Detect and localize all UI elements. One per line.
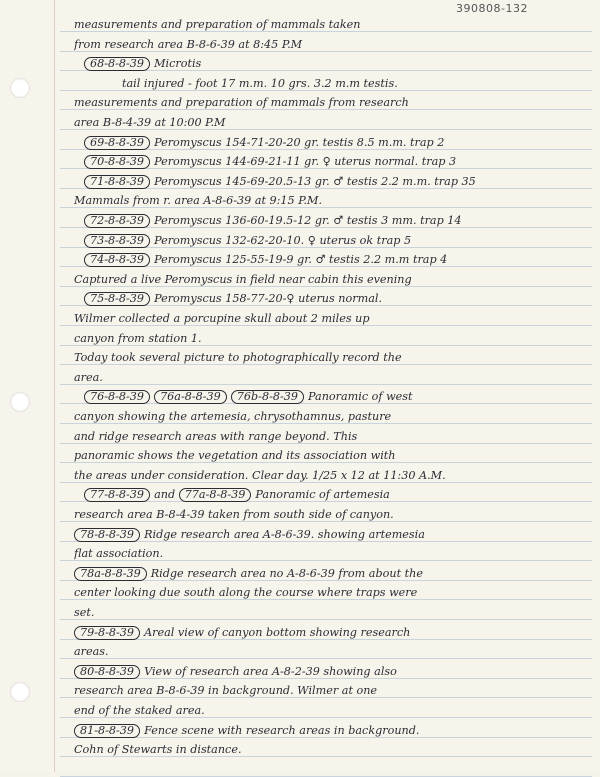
line-text: Peromyscus 136-60-19.5-12 gr. ♂ testis 3 mm. trap 14: [154, 214, 462, 227]
specimen-number-tag: 80-8-8-39: [74, 665, 140, 679]
line-text: measurements and preparation of mammals taken: [74, 18, 361, 31]
notebook-line: [84, 175, 594, 189]
notebook-line: [84, 488, 594, 502]
notebook-line: [74, 449, 594, 463]
line-text: canyon showing the artemesia, chrysothamnus, pasture: [74, 410, 392, 423]
notebook-line: [84, 234, 594, 248]
line-text: Peromyscus 154-71-20-20 gr. testis 8.5 m.m. trap 2: [154, 135, 445, 149]
specimen-number-tag: 69-8-8-39: [84, 136, 150, 150]
notebook-line: [74, 38, 594, 52]
connector-word: and: [154, 488, 179, 502]
notebook-line: [74, 18, 594, 32]
line-text: Captured a live Peromyscus in field near cabin this evening: [74, 272, 412, 286]
specimen-number-tag: 81-8-8-39: [74, 724, 140, 738]
notebook-line: [84, 214, 594, 228]
specimen-number-tag: 68-8-8-39: [84, 57, 150, 71]
binder-hole-top: [10, 78, 30, 98]
notebook-line: [74, 469, 594, 483]
line-text: areas.: [74, 645, 109, 659]
line-text: panoramic shows the vegetation and its association with: [74, 449, 396, 463]
notebook-line: [84, 155, 594, 169]
notebook-line: [74, 724, 594, 738]
line-text: Peromyscus 144-69-21-11 gr. ♀ uterus normal. trap 3: [154, 155, 457, 169]
notebook-line: [74, 743, 594, 757]
line-text: Cohn of Stewarts in distance.: [74, 743, 242, 757]
specimen-number-tag: 76-8-8-39: [84, 390, 150, 404]
notebook-line: [74, 273, 594, 287]
specimen-number-tag: 70-8-8-39: [84, 155, 150, 169]
notebook-line: [74, 528, 594, 542]
specimen-number-tag: 77-8-8-39: [84, 488, 150, 502]
line-text: Fence scene with research areas in background.: [144, 723, 420, 737]
specimen-number-tag: 78a-8-8-39: [74, 567, 147, 581]
line-text: set.: [74, 606, 95, 619]
notebook-line: [74, 508, 594, 522]
line-text: end of the staked area.: [74, 704, 205, 717]
specimen-number-tag: 75-8-8-39: [84, 292, 150, 306]
notebook-line: [74, 96, 594, 110]
line-text: Peromyscus 158-77-20-♀ uterus normal.: [154, 292, 383, 306]
line-text: Ridge research area A-8-6-39. showing artemesia: [144, 527, 425, 541]
specimen-number-tag: 71-8-8-39: [84, 175, 150, 189]
notebook-line: [74, 586, 594, 600]
reference-number: 390808-132: [456, 2, 528, 15]
line-text: and ridge research areas with range beyond. This: [74, 429, 358, 443]
line-text: Peromyscus 145-69-20.5-13 gr. ♂ testis 2.2 m.m. trap 35: [154, 174, 476, 188]
line-text: research area B-8-4-39 taken from south side of canyon.: [74, 508, 394, 521]
specimen-number-tag: 76b-8-8-39: [231, 390, 304, 404]
line-text: View of research area A-8-2-39 showing also: [144, 664, 397, 678]
notebook-line: [84, 292, 594, 306]
notebook-line: [74, 626, 594, 640]
line-text: Wilmer collected a porcupine skull about 2 miles up: [74, 312, 370, 325]
specimen-number-tag: 74-8-8-39: [84, 253, 150, 267]
line-text: Peromyscus 125-55-19-9 gr. ♂ testis 2.2 m.m trap 4: [154, 253, 448, 267]
notebook-line: [74, 684, 594, 698]
line-text: area.: [74, 370, 103, 384]
line-text: measurements and preparation of mammals from research: [74, 96, 409, 110]
specimen-number-tag: 79-8-8-39: [74, 626, 140, 640]
notebook-line: [84, 253, 594, 267]
notebook-line: [84, 57, 594, 71]
notebook-line: [74, 704, 594, 718]
notebook-line: [74, 351, 594, 365]
binder-hole-bottom: [10, 682, 30, 702]
line-text: Microtis: [154, 57, 202, 71]
notebook-line: [74, 665, 594, 679]
line-text: tail injured - foot 17 m.m. 10 grs. 3.2 m.m testis.: [122, 76, 398, 90]
line-text: the areas under consideration. Clear day. 1/25 x 12 at 11:30 A.M.: [74, 468, 446, 482]
notebook-line: [74, 116, 594, 130]
notebook-line: [74, 567, 594, 581]
specimen-number-tag: 72-8-8-39: [84, 214, 150, 228]
notebook-line: [74, 332, 594, 346]
specimen-number-tag: 77a-8-8-39: [179, 488, 252, 502]
line-text: from research area B-8-6-39 at 8:45 P.M: [74, 37, 303, 51]
line-text: Ridge research area no A-8-6-39 from about the: [150, 566, 423, 580]
notebook-line: [74, 410, 594, 424]
line-text: area B-8-4-39 at 10:00 P.M: [74, 116, 226, 129]
notebook-line: [84, 136, 594, 150]
line-text: Areal view of canyon bottom showing research: [144, 625, 411, 639]
notebook-line: [74, 606, 594, 620]
notebook-line: [74, 547, 594, 561]
notebook-line: [74, 312, 594, 326]
notebook-line: [122, 77, 594, 91]
line-text: center looking due south along the course where traps were: [74, 586, 418, 600]
line-text: flat association.: [74, 547, 164, 561]
line-text: Mammals from r. area A-8-6-39 at 9:15 P.M.: [74, 194, 323, 208]
margin-line: [54, 0, 55, 772]
line-text: Peromyscus 132-62-20-10. ♀ uterus ok trap 5: [154, 233, 412, 247]
line-text: research area B-8-6-39 in background. Wilmer at one: [74, 684, 378, 698]
specimen-number-tag: 76a-8-8-39: [154, 390, 227, 404]
specimen-number-tag: 78-8-8-39: [74, 528, 140, 542]
specimen-number-tag: 73-8-8-39: [84, 234, 150, 248]
line-text: canyon from station 1.: [74, 331, 202, 345]
notebook-line: [74, 371, 594, 385]
line-text: Panoramic of artemesia: [255, 488, 390, 502]
line-text: Panoramic of west: [308, 390, 413, 404]
binder-hole-middle: [10, 392, 30, 412]
notebook-line: [74, 645, 594, 659]
notebook-line: [74, 194, 594, 208]
notebook-line: [74, 430, 594, 444]
notebook-line: [84, 390, 594, 404]
line-text: Today took several picture to photographically record the: [74, 351, 402, 365]
